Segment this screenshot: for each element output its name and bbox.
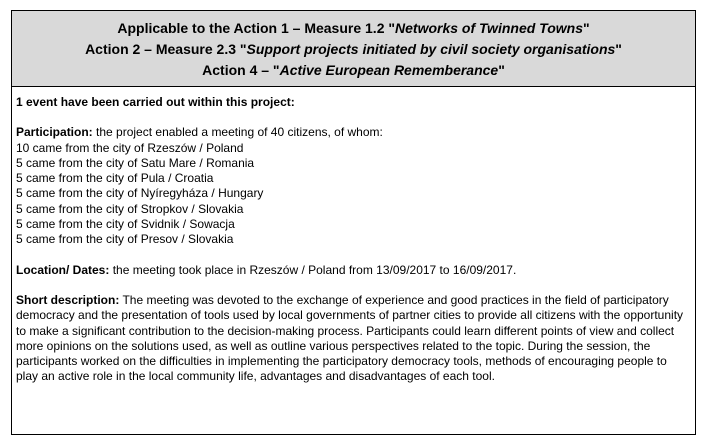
participation-paragraph [16, 125, 695, 140]
location-text: the meeting took place in Rzeszów / Poland from 13/09/2017 to 16/09/2017. [109, 262, 517, 277]
support-projects-civil-society: Support projects initiated by civil society organisations [246, 41, 616, 57]
header-section [12, 11, 695, 87]
header-line-action-1: Applicable to the Action 1 – Measure 1.2 "Networks of Twinned Towns" [117, 20, 590, 36]
active-european-rememberance: Active European Rememberance [279, 62, 499, 78]
participation-text: the project enabled a meeting of 40 citizens, of whom: [92, 125, 383, 140]
participant-item: 5 came from the city of Presov / Slovakia [16, 232, 234, 247]
participant-item: 5 came from the city of Svidnik / Sowacja [16, 217, 235, 232]
description-paragraph [16, 293, 695, 385]
header-line-action-4: Action 4 – "Active European Rememberance" [202, 62, 505, 78]
location-paragraph [16, 263, 695, 278]
header-line-action-2: Action 2 – Measure 2.3 "Support projects initiated by civil society organisations" [85, 41, 622, 57]
content-section [12, 87, 695, 385]
document-box [11, 10, 696, 435]
description-label: Short description: [16, 292, 120, 307]
description-text: The meeting was devoted to the exchange of experience and good practices in the field of participatory democracy and the presentation of tools used by local governments of partner cities to provide all citizens with the opportunity to make a significant contribution to the decision-making process. Participants could learn different points of view and collect more opinions on the solutions used, as well as outline various perspectives related to the topic. During the session, the participants worked on the difficulties in implementing the participatory democracy tools, methods of encouraging people to play an active role in the local community life, advantages and disadvantages of each tool. [16, 292, 684, 384]
events-line: 1 event have been carried out within this project: [16, 95, 295, 109]
participant-item: 5 came from the city of Pula / Croatia [16, 171, 214, 186]
participant-item: 5 came from the city of Nyíregyháza / Hungary [16, 186, 264, 201]
location-label: Location/ Dates: [16, 262, 110, 277]
participation-label: Participation: [16, 125, 93, 140]
participant-item: 5 came from the city of Satu Mare / Romania [16, 155, 255, 170]
networks-of-twinned-towns: Networks of Twinned Towns [395, 20, 583, 36]
participant-item: 10 came from the city of Rzeszów / Poland [16, 140, 244, 155]
participant-item: 5 came from the city of Stropkov / Slovakia [16, 201, 244, 216]
